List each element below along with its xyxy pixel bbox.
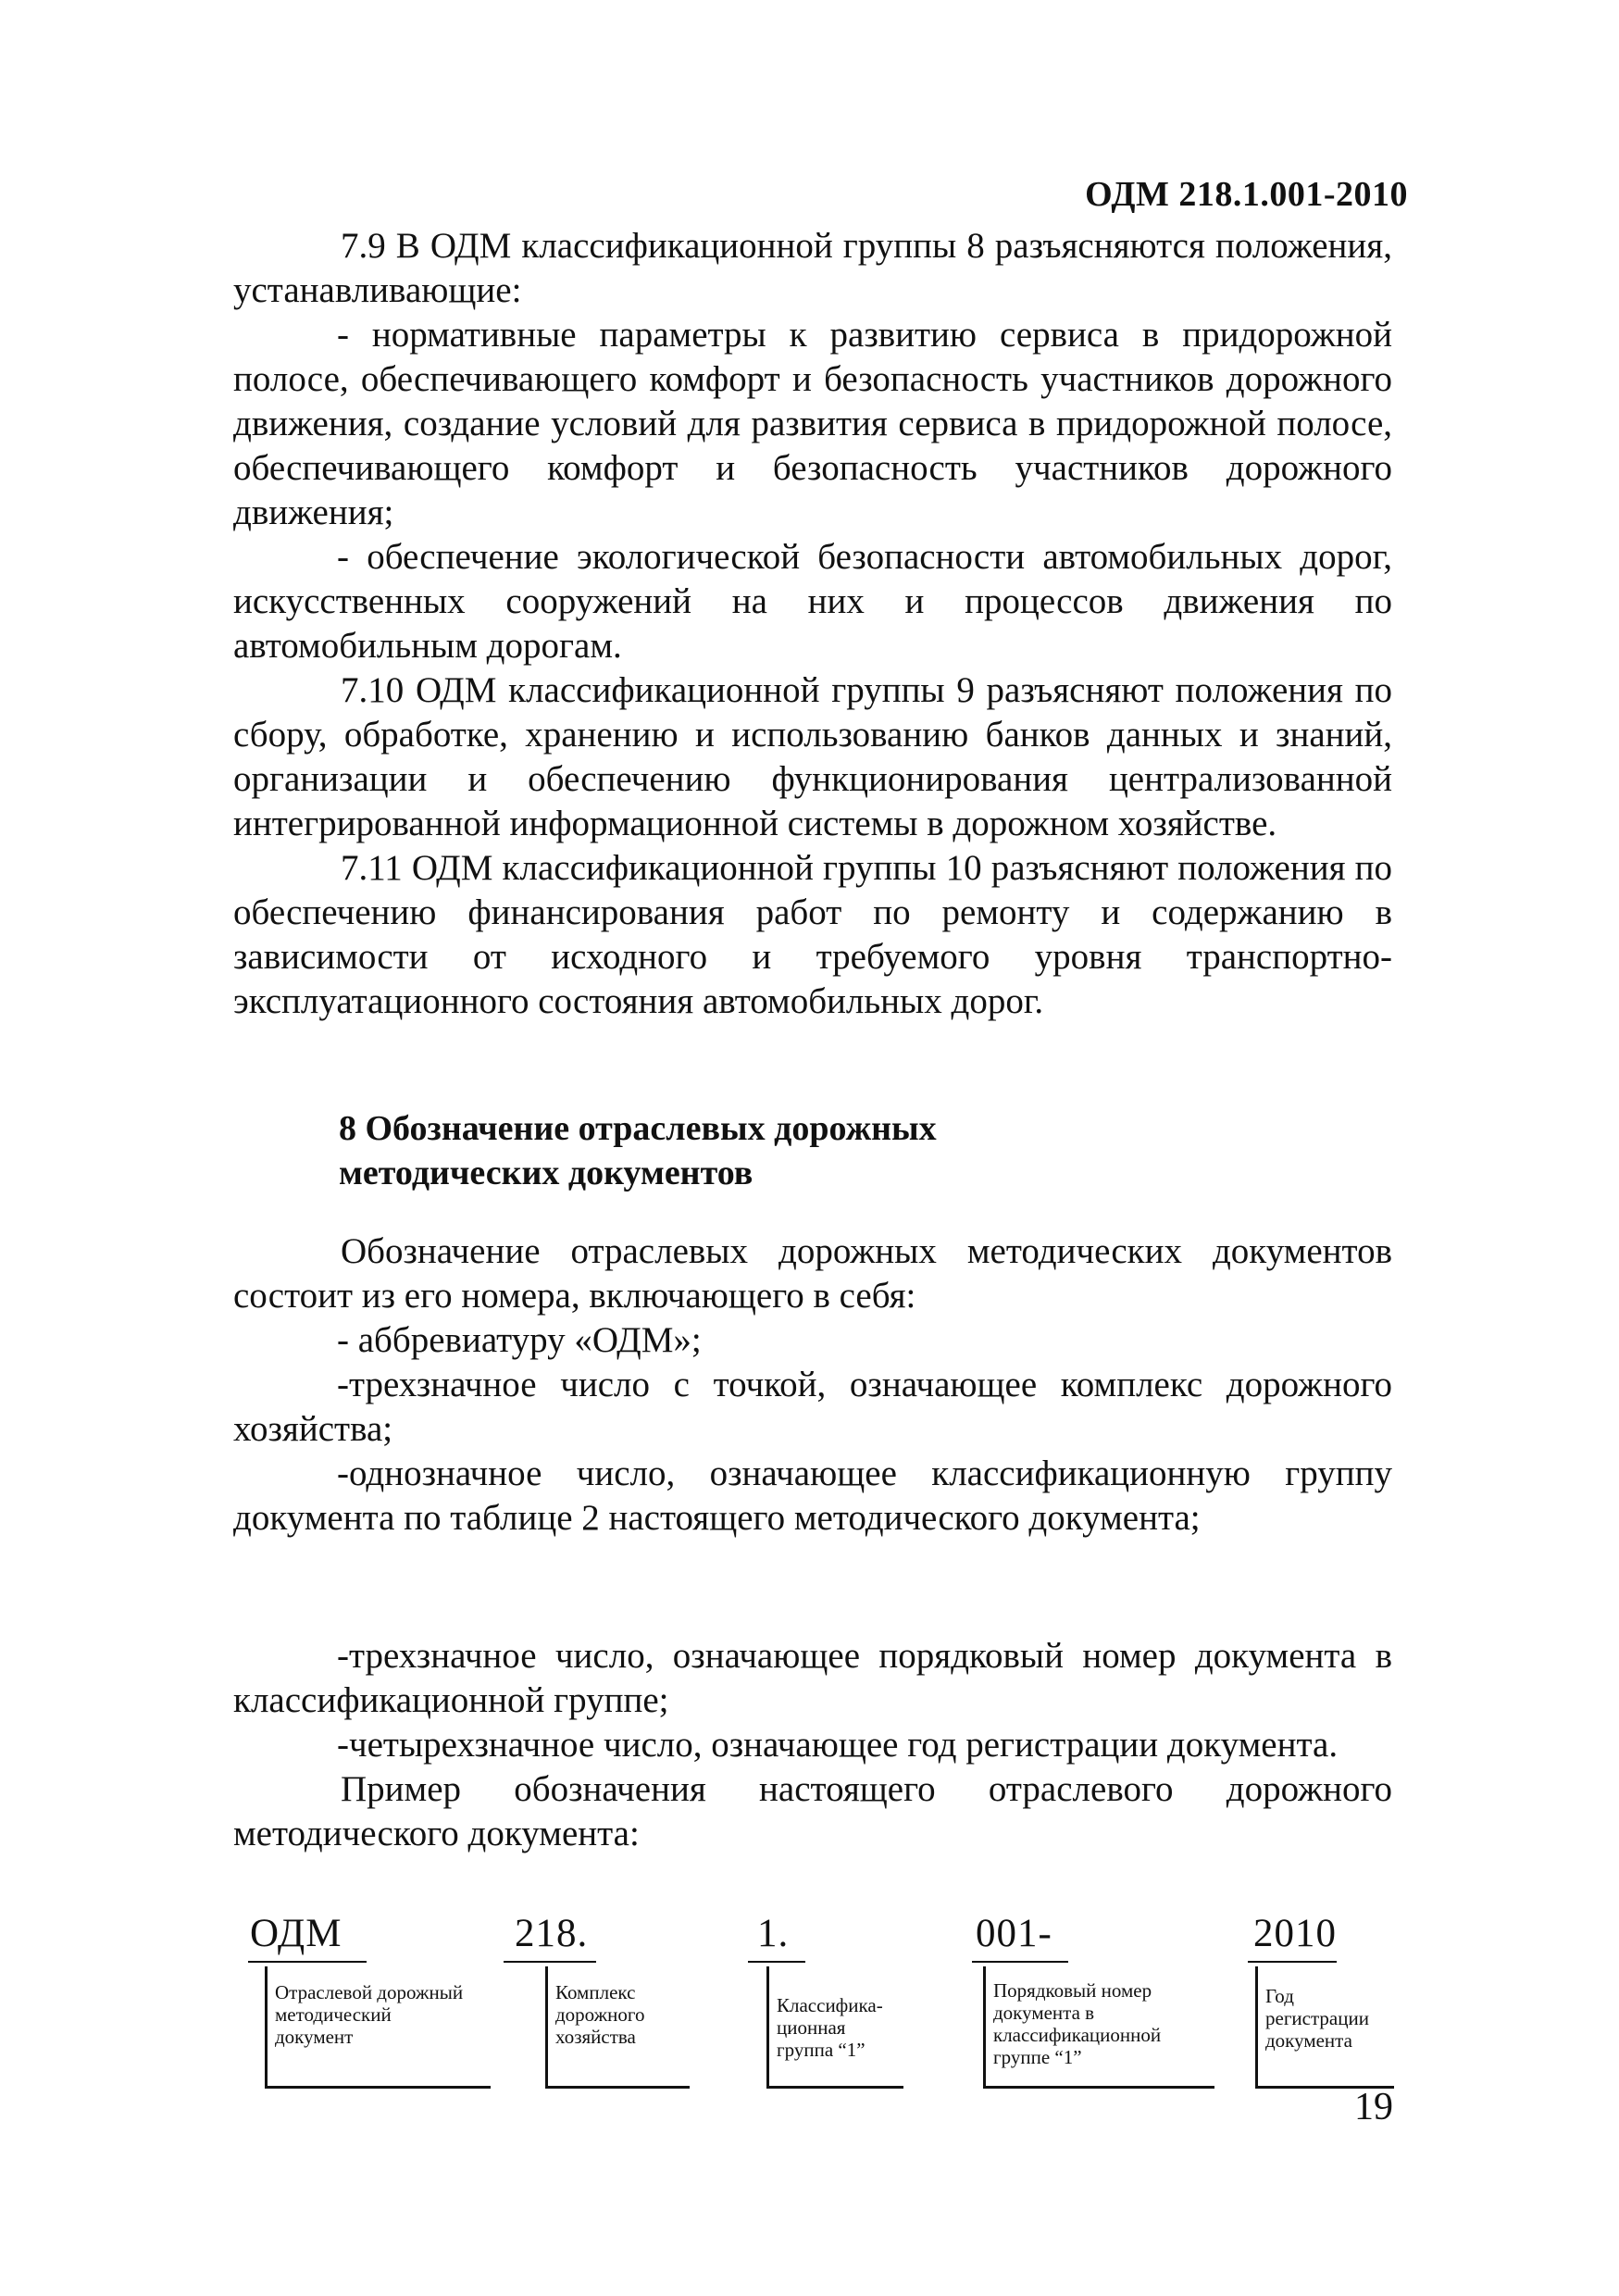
section-8-title xyxy=(339,1106,937,1195)
box-text-line: документ xyxy=(275,2026,354,2048)
designation-item-serial: -трехзначное число, означающее порядковый номер документа в классификационной группе; xyxy=(233,1636,1392,1720)
box-text-line: документа xyxy=(1265,2029,1352,2052)
designation-item-abbreviation: - аббревиатуру «ОДМ»; xyxy=(337,1320,702,1360)
underline-1 xyxy=(748,1961,805,1963)
designation-part-1: 1. xyxy=(757,1912,790,1955)
box-text-line: Порядковый номер xyxy=(993,1979,1152,2002)
box-text-line: группа “1” xyxy=(777,2039,866,2061)
designation-part-001: 001- xyxy=(976,1912,1052,1955)
underline-218 xyxy=(504,1961,596,1963)
box-text-line: методический xyxy=(275,2003,392,2026)
page-number: 19 xyxy=(1354,2086,1393,2128)
document-code-header: ОДМ 218.1.001-2010 xyxy=(1085,175,1408,214)
box-text-line: группе “1” xyxy=(993,2046,1082,2068)
box-registration-year xyxy=(1255,1966,1394,2089)
section-8-intro xyxy=(233,1229,1392,1541)
box-text-line: Классифика- xyxy=(777,1994,883,2016)
designation-item-year: -четырехзначное число, означающее год регистрации документа. xyxy=(337,1725,1339,1765)
underline-odm xyxy=(248,1961,367,1963)
box-text-line: ционная xyxy=(777,2016,846,2039)
designation-example xyxy=(0,1911,1619,1966)
box-serial-number xyxy=(983,1966,1214,2089)
box-classification-group xyxy=(766,1966,903,2089)
box-road-complex xyxy=(545,1966,690,2089)
box-text-line: Отраслевой дорожный xyxy=(275,1981,464,2003)
designation-part-2010: 2010 xyxy=(1253,1912,1337,1955)
designation-item-group: -однозначное число, означающее классификационную группу документа по таблице 2 настоящего методического документа; xyxy=(233,1454,1392,1538)
box-text-line: Комплекс xyxy=(555,1981,636,2003)
box-text-line: хозяйства xyxy=(555,2026,636,2048)
underline-2010 xyxy=(1248,1961,1337,1963)
designation-example-intro: Пример обозначения настоящего отраслевого дорожного методического документа: xyxy=(233,1769,1392,1853)
box-text-line: документа в xyxy=(993,2002,1095,2024)
box-industry-document xyxy=(265,1966,491,2089)
clause-7-11: 7.11 ОДМ классификационной группы 10 разъясняют положения по обеспечению финансирования работ по ремонту и содержанию в зависимости от исходного и требуемого уровня транспортно-эксплуатационного состояния автомобильных дорог. xyxy=(233,848,1392,1021)
designation-intro: Обозначение отраслевых дорожных методических документов состоит из его номера, включающего в себя: xyxy=(233,1231,1392,1316)
designation-part-odm: ОДМ xyxy=(250,1912,342,1955)
box-text-line: регистрации xyxy=(1265,2007,1369,2029)
clauses-7-9-to-7-11 xyxy=(233,224,1392,1024)
underline-001 xyxy=(972,1961,1068,1963)
section-8-title-line-1: 8 Обозначение отраслевых дорожных xyxy=(339,1109,937,1148)
clause-7-9-item-2: - обеспечение экологической безопасности автомобильных дорог, искусственных сооружений на них и процессов движения по автомобильным дорогам. xyxy=(233,537,1392,666)
designation-part-218: 218. xyxy=(515,1912,589,1955)
box-text-line: классификационной xyxy=(993,2024,1162,2046)
designation-item-complex: -трехзначное число с точкой, означающее комплекс дорожного хозяйства; xyxy=(233,1365,1392,1449)
box-text-line: Год xyxy=(1265,1985,1294,2007)
section-8-continued xyxy=(233,1634,1392,1856)
box-text-line: дорожного xyxy=(555,2003,645,2026)
section-8-title-line-2: методических документов xyxy=(339,1154,753,1192)
clause-7-9-item-1: - нормативные параметры к развитию сервиса в придорожной полосе, обеспечивающего комфорт и безопасность участников дорожного движения, создание условий для развития сервиса в придорожной полосе, обеспечивающего комфорт и безопасность участников дорожного движения; xyxy=(233,315,1392,532)
clause-7-10: 7.10 ОДМ классификационной группы 9 разъясняют положения по сбору, обработке, хранению и использованию банков данных и знаний, организации и обеспечению функционирования централизованной интегрированной информационной системы в дорожном хозяйстве. xyxy=(233,670,1392,843)
clause-7-9: 7.9 В ОДМ классификационной группы 8 разъясняются положения, устанавливающие: xyxy=(233,226,1392,310)
